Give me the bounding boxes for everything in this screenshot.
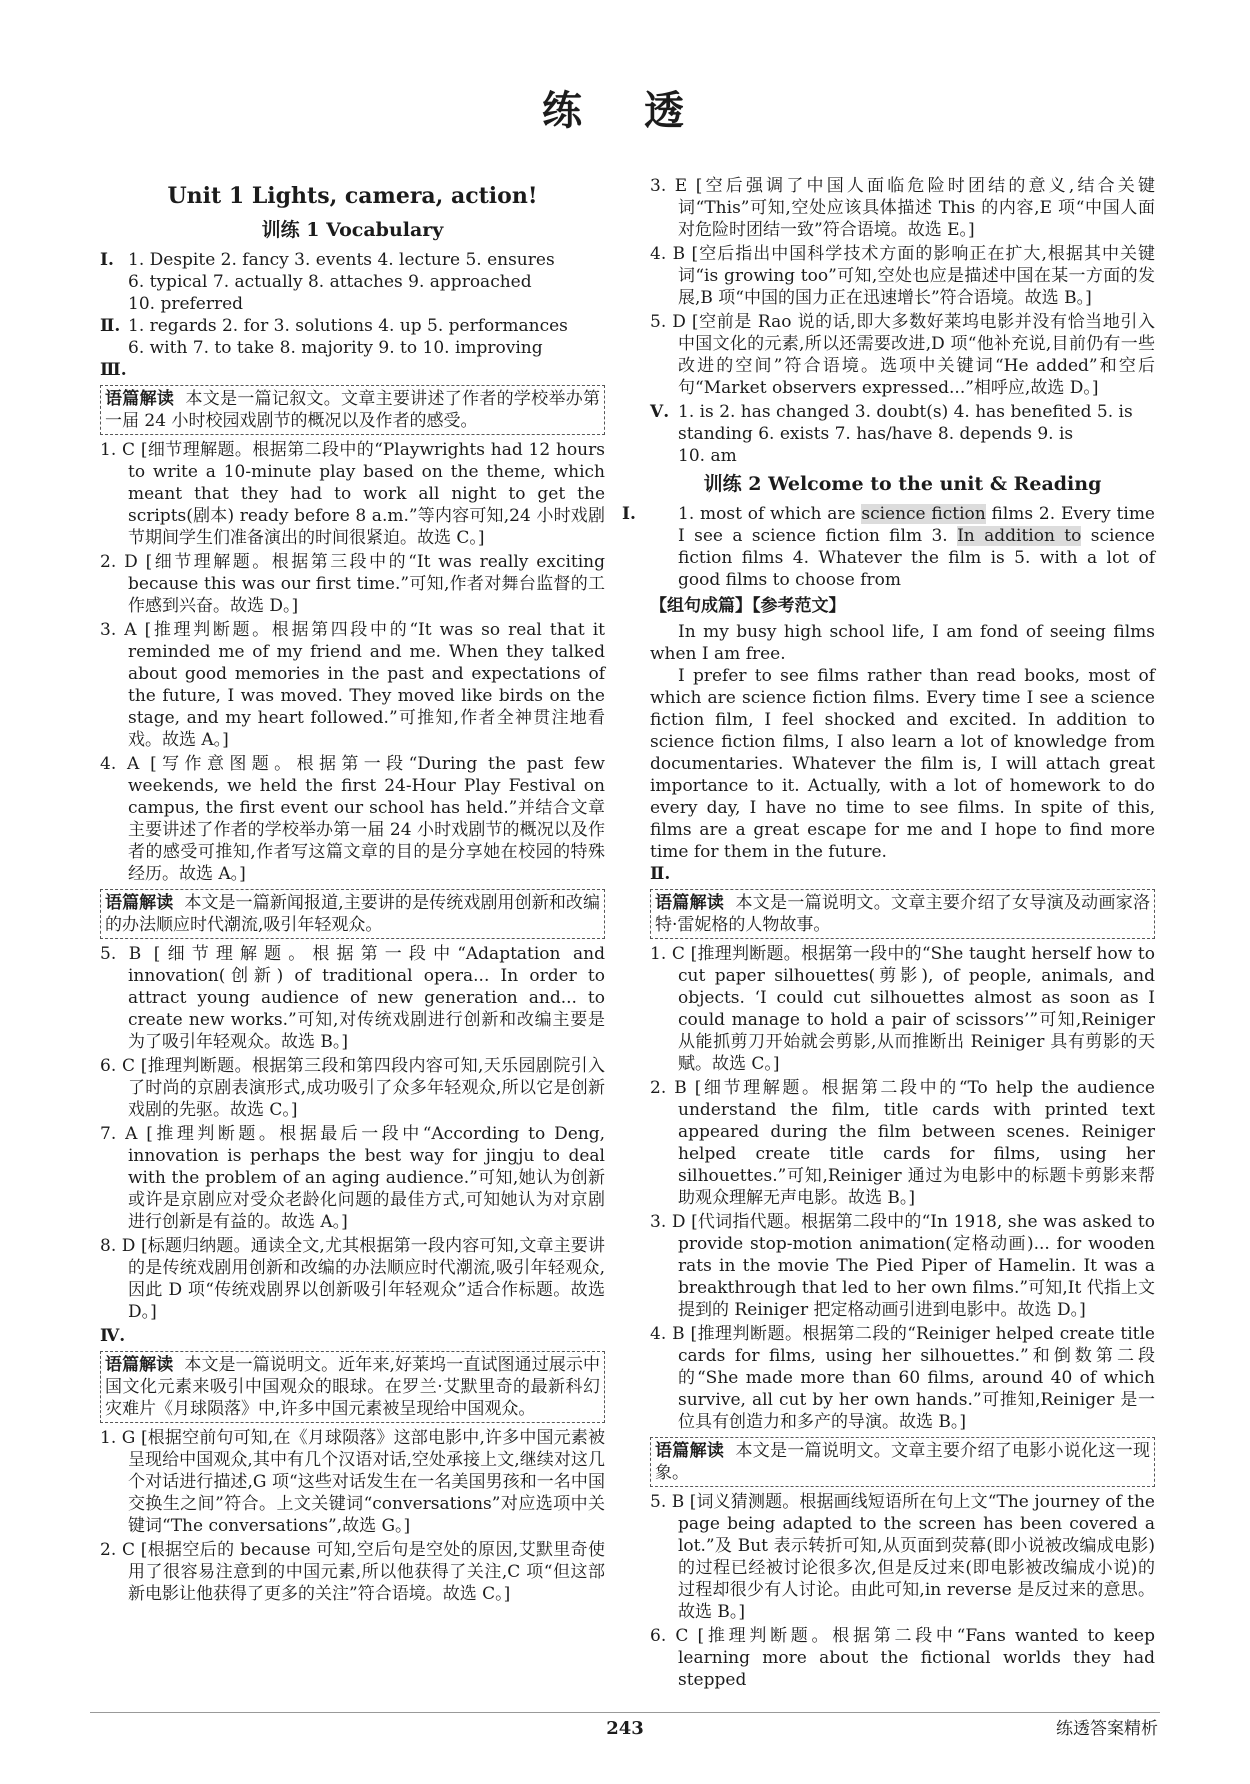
passage-summary-box xyxy=(100,385,605,435)
highlighted-phrase: In addition to xyxy=(957,526,1082,546)
answer-item: 5. D [空前是 Rao 说的话,即大多数好莱坞电影并没有恰当地引入中国文化的元素,所以还需要改进,D 项“他补充说,目前仍有一些改进的空间”符合语境。选项中关键词“He added”和空后句“Market observers expressed...”相呼应,故选 D。] xyxy=(650,312,1155,398)
part-label: Ⅴ. xyxy=(650,402,670,422)
answer-item: 4. B [推理判断题。根据第二段的“Reiniger helped create title cards for films, using her silhouettes.”和倒数第二段的“She made more than 60 films, around 40 of which survive, all cut by her own hands.”可推知,Reiniger 是一位具有创造力和多产的导演。故选 B。] xyxy=(650,1324,1155,1432)
part-label: Ⅲ. xyxy=(100,360,127,380)
passage-summary-box xyxy=(100,889,605,939)
essay-label: 【组句成篇】【参考范文】 xyxy=(650,596,846,616)
answer-line: standing 6. exists 7. has/have 8. depends 9. is xyxy=(678,424,1074,444)
answer-item: 7. A [推理判断题。根据最后一段中“According to Deng, innovation is perhaps the best way for jingju to deal with the problem of an aging audience.”可知,她认为创新或许是京剧应对受众老龄化问题的最佳方式,可知她认为对京剧进行创新是有益的。故选 A。] xyxy=(100,1124,605,1232)
answer-item: 1. C [细节理解题。根据第二段中的“Playwrights had 12 hours to write a 10-minute play based on the theme, which meant that they had to work all night to get the scripts(剧本) ready before 8 a.m.”等内容可知,24 小时戏剧节期间学生们准备演出的时间很紧迫。故选 C。] xyxy=(100,440,605,548)
unit-title: Unit 1 Lights, camera, action! xyxy=(167,183,538,209)
box-text: 本文是一篇说明文。近年来,好莱坞一直试图通过展示中国文化元素来吸引中国观众的眼球。在罗兰·艾默里奇的最新科幻灾难片《月球陨落》中,许多中国元素被呈现给中国观众。 xyxy=(105,1355,601,1419)
answer-item xyxy=(622,503,1155,591)
box-text: 本文是一篇记叙文。文章主要讲述了作者的学校举办第一届 24 小时校园戏剧节的概况以及作者的感受。 xyxy=(105,389,601,431)
footer-label: 练透答案精析 xyxy=(1056,1719,1158,1739)
answer-line: 6. with 7. to take 8. majority 9. to 10. improving xyxy=(128,338,543,358)
box-text: 本文是一篇说明文。文章主要介绍了电影小说化这一现象。 xyxy=(655,1441,1151,1483)
box-label: 语篇解读 xyxy=(655,1441,725,1461)
passage-summary-box xyxy=(100,1351,605,1423)
answer-item: 8. D [标题归纳题。通读全文,尤其根据第一段内容可知,文章主要讲的是传统戏剧用创新和改编的办法顺应时代潮流,吸引年轻观众,因此 D 项“传统戏剧界以创新吸引年轻观众”适合作标题。故选 D。] xyxy=(100,1236,605,1322)
page-number: 243 xyxy=(606,1718,644,1739)
passage-summary-box xyxy=(650,1437,1155,1487)
box-label: 语篇解读 xyxy=(105,893,174,913)
answer-line: 1. Despite 2. fancy 3. events 4. lecture 5. ensures xyxy=(128,250,555,270)
box-text: 本文是一篇说明文。文章主要介绍了女导演及动画家洛特·雷妮格的人物故事。 xyxy=(655,893,1151,935)
answer-item: 1. G [根据空前句可知,在《月球陨落》这部电影中,许多中国元素被呈现给中国观众,其中有几个汉语对话,空处承接上文,继续对这几个对话进行描述,G 项“这些对话发生在一名美国男孩和一名中国交换生之间”符合。上文关键词“conversations”对应选项中关键词“The conversations”,故选 G。] xyxy=(100,1428,605,1536)
answer-line: 6. typical 7. actually 8. attaches 9. approached xyxy=(128,272,532,292)
passage-summary-box xyxy=(650,889,1155,939)
essay-paragraph: I prefer to see films rather than read books, most of which are science fiction films. Every time I see a science fiction film, I feel shocked and excited. In addition to science fiction films, I also learn a lot of knowledge from documentaries. Whatever the film is, I will attach great importance to it. Actually, with a lot of homework to do every day, I have no time to see films. In spite of this, films are a great escape for me and I hope to find more time for them in the future. xyxy=(650,666,1155,862)
answer-item: 5. B [细节理解题。根据第一段中“Adaptation and innovation(创新) of traditional opera... In order to attract young audience of new generation and... to create new works.”可知,对传统戏剧进行创新和改编主要是为了吸引年轻观众。故选 B。] xyxy=(100,944,605,1052)
part-label: Ⅳ. xyxy=(100,1326,126,1346)
essay-paragraph: In my busy high school life, I am fond of seeing films when I am free. xyxy=(650,622,1155,664)
box-text: 本文是一篇新闻报道,主要讲的是传统戏剧用创新和改编的办法顺应时代潮流,吸引年轻观众。 xyxy=(105,893,601,935)
answer-item: 1. C [推理判断题。根据第一段中的“She taught herself how to cut paper silhouettes(剪影), of people, animals, and objects. ‘I could cut silhouettes almost as soon as I could manage to hold a pair of scissors’”可知,Reiniger 从能抓剪刀开始就会剪影,从而推断出 Reiniger 具有剪影的天赋。故选 C。] xyxy=(650,944,1155,1074)
answer-item: 3. A [推理判断题。根据第四段中的“It was so real that it reminded me of my friend and me. When they talked about good memories in the past and expectations of the future, I was moved. They moved like birds on the stage, and my heart followed.”可推知,作者全神贯注地看戏。故选 A。] xyxy=(100,620,605,750)
answer-line: 10. am xyxy=(678,446,737,466)
answer-text: 1. most of which are xyxy=(678,504,862,524)
section-title-vocabulary: 训练 1 Vocabulary xyxy=(261,219,444,241)
answer-line: 1. regards 2. for 3. solutions 4. up 5. performances xyxy=(128,316,568,336)
part-1 xyxy=(100,249,605,315)
box-label: 语篇解读 xyxy=(105,389,175,409)
right-column xyxy=(622,175,1155,1690)
answer-text: science fiction films 4. Whatever the film is 5. with a lot of good films to choose from xyxy=(678,526,1155,590)
answer-item: 4. B [空后指出中国科学技术方面的影响正在扩大,根据其中关键词“is growing too”可知,空处也应是描述中国在某一方面的发展,B 项“中国的国力正在迅速增长”符合语境。故选 B。] xyxy=(650,244,1155,308)
part-label: Ⅰ. xyxy=(622,504,636,524)
answer-text: films 2. Every time I see a science fiction film 3. xyxy=(678,504,1155,546)
columns xyxy=(100,175,1160,1690)
answer-item: 3. D [代词指代题。根据第二段中的“In 1918, she was asked to provide stop-motion animation(定格动画)... for wooden rats in the movie The Pied Piper of Hamelin. It was a breakthrough that led to her own films.”可知,It 代指上文提到的 Reiniger 把定格动画引进到电影中。故选 D。] xyxy=(650,1212,1155,1320)
part-2 xyxy=(100,315,605,359)
page-title: 练 透 xyxy=(542,87,708,134)
answer-item: 6. C [推理判断题。根据第二段中“Fans wanted to keep learning more about the fictional worlds they had stepped xyxy=(650,1626,1155,1690)
answer-item: 2. B [细节理解题。根据第二段中的“To help the audience understand the film, title cards with printed text appeared during the film between scenes. Reiniger helped create title cards for films, using her silhouettes.”可知,Reiniger 通过为电影中的标题卡剪影来帮助观众理解无声电影。故选 B。] xyxy=(650,1078,1155,1208)
answer-line: 10. preferred xyxy=(128,294,244,314)
footer xyxy=(0,1718,1250,1748)
answer-item: 5. B [词义猜测题。根据画线短语所在句上文“The journey of the page being adapted to the screen has been covered a lot.”及 But 表示转折可知,从页面到荧幕(即小说被改编成电影)的过程已经被讨论很多次,但是反过来(即电影被改编成小说)的过程却很少有人讨论。由此可知,in reverse 是反过来的意思。故选 B。] xyxy=(650,1492,1155,1622)
part-label: Ⅰ. xyxy=(100,250,114,270)
answer-item: 4. A [写作意图题。根据第一段“During the past few weekends, we held the first 24-Hour Play Festival on campus, the first event our school has held.”并结合文章主要讲述了作者的学校举办第一届 24 小时戏剧节的概况以及作者的感受可推知,作者写这篇文章的目的是分享她在校园的特殊经历。故选 A。] xyxy=(100,754,605,884)
part-label: Ⅱ. xyxy=(650,864,671,884)
answer-item: 2. D [细节理解题。根据第三段中的“It was really exciting because this was our first time.”可知,作者对舞台监督的工作感到兴奋。故选 D。] xyxy=(100,552,605,616)
answer-line: 1. is 2. has changed 3. doubt(s) 4. has benefited 5. is xyxy=(678,402,1133,422)
highlighted-phrase: science fiction xyxy=(861,504,986,524)
box-label: 语篇解读 xyxy=(655,893,725,913)
answer-item: 6. C [推理判断题。根据第三段和第四段内容可知,天乐园剧院引入了时尚的京剧表演形式,成功吸引了众多年轻观众,所以它是创新戏剧的先驱。故选 C。] xyxy=(100,1056,605,1120)
section-title-reading: 训练 2 Welcome to the unit & Reading xyxy=(703,473,1102,495)
footer-rule xyxy=(90,1712,1160,1713)
part-5 xyxy=(650,401,1155,467)
answer-item: 3. E [空后强调了中国人面临危险时团结的意义,结合关键词“This”可知,空处应该具体描述 This 的内容,E 项“中国人面对危险时团结一致”符合语境。故选 E。] xyxy=(650,176,1155,240)
box-label: 语篇解读 xyxy=(105,1355,174,1375)
left-column xyxy=(100,175,605,1655)
answer-item: 2. C [根据空后的 because 可知,空后句是空处的原因,艾默里奇使用了很容易注意到的中国元素,所以他获得了关注,C 项“但这部新电影让他获得了更多的关注”符合语境。故选 C。] xyxy=(100,1540,605,1604)
part-label: Ⅱ. xyxy=(100,316,121,336)
